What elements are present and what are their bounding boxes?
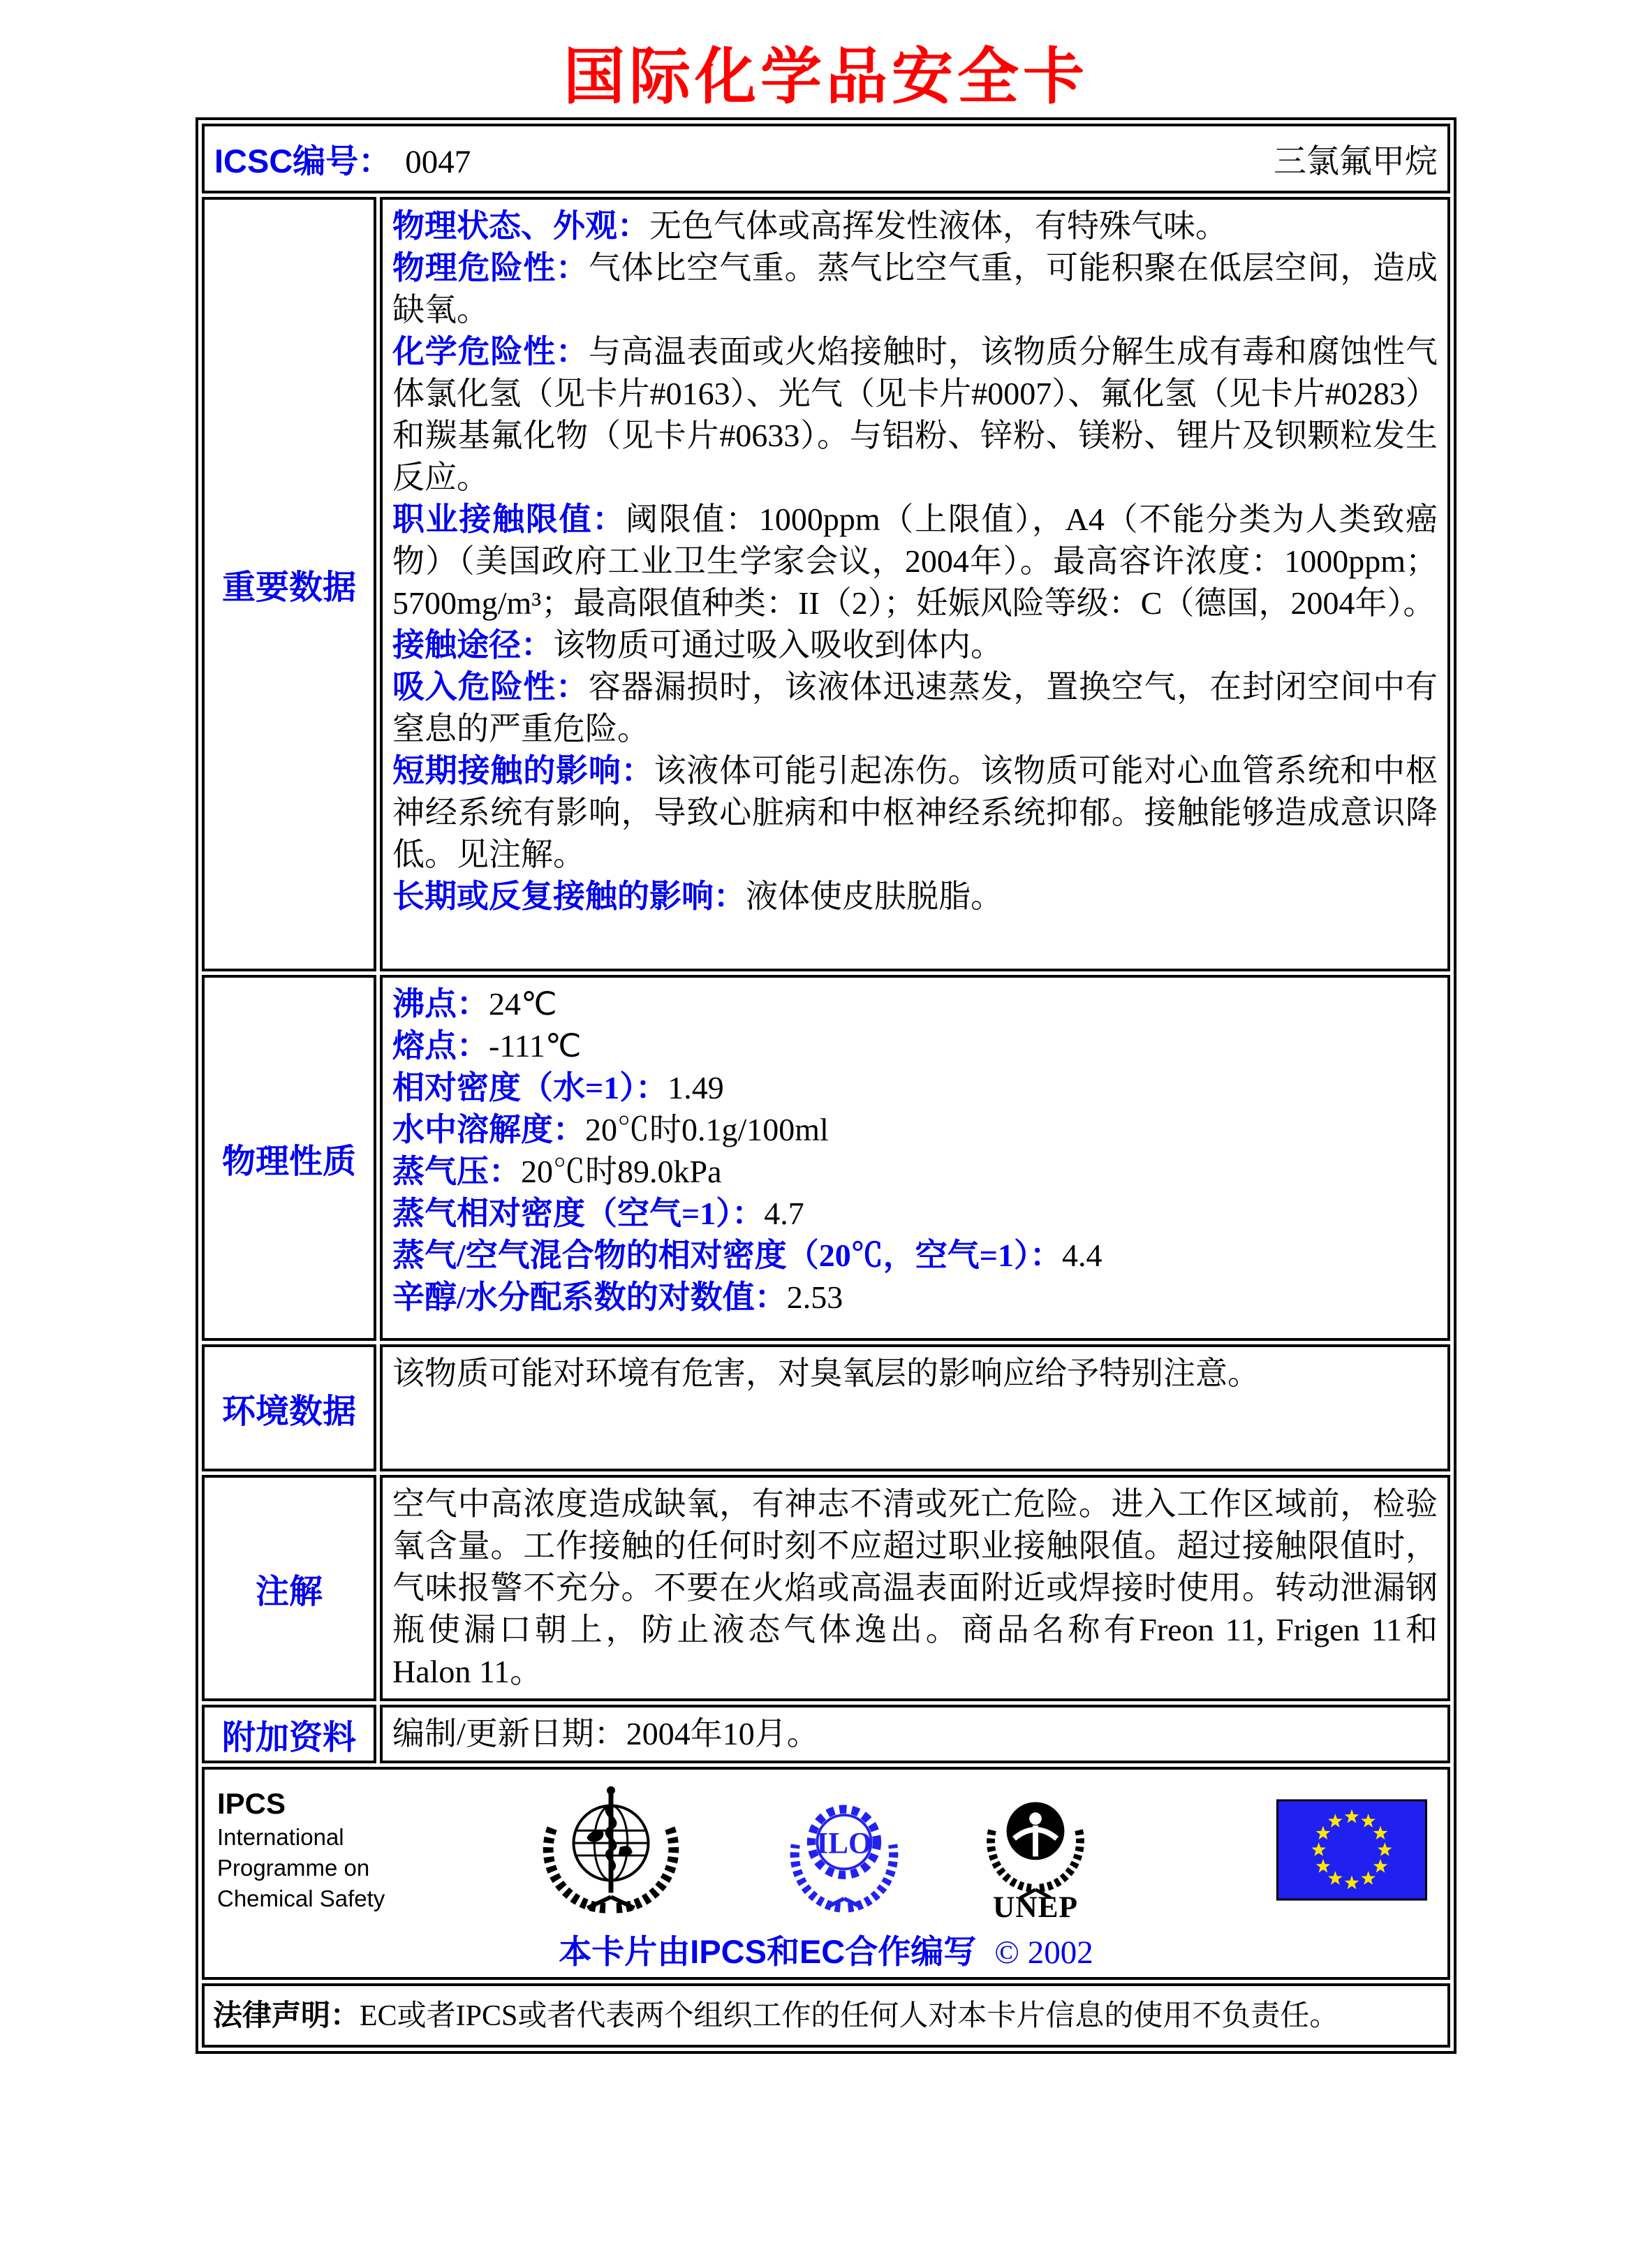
cooperation-caption xyxy=(217,1926,1435,1973)
ipcs-acronym: IPCS xyxy=(217,1787,286,1820)
ipcs-text-block xyxy=(217,1786,448,1914)
item-label: 熔点： xyxy=(392,1028,489,1064)
icsc-number-label: ICSC编号： xyxy=(214,142,392,179)
notes-row xyxy=(202,1475,1450,1701)
data-item xyxy=(392,331,1438,499)
item-text: 2.53 xyxy=(786,1279,843,1315)
copyright-text: © 2002 xyxy=(994,1934,1093,1971)
item-text: 20℃时89.0kPa xyxy=(521,1154,722,1189)
item-label: 辛醇/水分配系数的对数值： xyxy=(392,1279,787,1315)
item-label: 物理状态、外观： xyxy=(392,208,649,244)
unep-logo xyxy=(984,1779,1087,1920)
item-label: 长期或反复接触的影响： xyxy=(392,879,746,914)
property-item xyxy=(392,983,1438,1025)
section-label-additional-info: 附加资料 xyxy=(202,1705,376,1763)
data-item xyxy=(392,666,1438,750)
item-text: 无色气体或高挥发性液体，有特殊气味。 xyxy=(649,208,1227,244)
ipcs-name-line: Chemical Safety xyxy=(217,1886,385,1911)
data-item xyxy=(392,876,1438,918)
ilo-logo xyxy=(788,1785,900,1915)
notes-text: 空气中高浓度造成缺氧，有神志不清或死亡危险。进入工作区域前，检验氧含量。工作接触的任何时刻不应超过职业接触限值。超过接触限值时，气味报警不充分。不要在火焰或高温表面附近或焊接时使用。转动泄漏钢瓶使漏口朝上，防止液态气体逸出。商品名称有Freon 11, Frigen 11和 Halon 11。 xyxy=(392,1486,1438,1689)
additional-info-text: 编制/更新日期：2004年10月。 xyxy=(392,1716,819,1751)
item-label: 吸入危险性： xyxy=(392,669,589,705)
section-label-important-data: 重要数据 xyxy=(202,197,376,971)
page-title: 国际化学品安全卡 xyxy=(563,44,1089,112)
data-item xyxy=(392,624,1438,666)
data-item xyxy=(392,205,1438,247)
who-logo xyxy=(538,1781,684,1918)
item-label: 水中溶解度： xyxy=(392,1112,585,1147)
property-item xyxy=(392,1025,1438,1067)
item-label: 蒸气相对密度（空气=1）： xyxy=(392,1196,765,1231)
section-label-environmental-data: 环境数据 xyxy=(202,1344,376,1471)
card-header-row xyxy=(202,124,1450,193)
property-item xyxy=(392,1067,1438,1109)
icsc-card-table xyxy=(196,117,1456,2054)
ipcs-name-line: International xyxy=(217,1824,344,1850)
item-label: 相对密度（水=1）： xyxy=(392,1070,668,1105)
icsc-number-value: 0047 xyxy=(405,143,471,180)
item-label: 职业接触限值： xyxy=(392,501,626,537)
item-label: 短期接触的影响： xyxy=(392,753,654,788)
item-label: 接触途径： xyxy=(392,627,553,663)
eu-flag xyxy=(1276,1799,1428,1901)
section-label-notes: 注解 xyxy=(202,1475,376,1701)
legal-label: 法律声明： xyxy=(213,1998,360,2032)
important-data-row xyxy=(202,197,1450,971)
item-text: 液体使皮肤脱脂。 xyxy=(746,879,1003,914)
item-label: 化学危险性： xyxy=(392,334,589,369)
item-label: 物理危险性： xyxy=(392,250,589,286)
environmental-data-content xyxy=(380,1344,1450,1471)
card-header-cell xyxy=(202,124,1450,193)
data-item xyxy=(392,247,1438,331)
item-text: 20℃时0.1g/100ml xyxy=(585,1112,829,1147)
legal-row xyxy=(202,1983,1450,2048)
item-text: 与高温表面或火焰接触时，该物质分解生成有毒和腐蚀性气体氯化氢（见卡片#0163）、光气（见卡片#0007）、氟化氢（见卡片#0283）和羰基氟化物（见卡片#0633）。与铝粉、锌粉、镁粉、锂片及钡颗粒发生反应。 xyxy=(392,334,1438,495)
notes-content xyxy=(380,1475,1450,1701)
item-label: 蒸气/空气混合物的相对密度（20℃，空气=1）： xyxy=(392,1237,1062,1273)
item-text: 该液体可能引起冻伤。该物质可能对心血管系统和中枢神经系统有影响，导致心脏病和中枢神经系统抑郁。接触能够造成意识降低。见注解。 xyxy=(392,753,1438,872)
icsc-number-group xyxy=(214,135,471,182)
item-text: -111℃ xyxy=(489,1028,582,1064)
item-text: 该物质可通过吸入吸收到体内。 xyxy=(553,627,1003,663)
logos-row xyxy=(202,1767,1450,1980)
data-item xyxy=(392,750,1438,876)
unep-letters: UNEP xyxy=(993,1890,1078,1920)
item-text: 容器漏损时，该液体迅速蒸发，置换空气，在封闭空间中有窒息的严重危险。 xyxy=(392,669,1438,747)
physical-properties-row xyxy=(202,975,1450,1341)
item-text: 24℃ xyxy=(489,986,557,1022)
environmental-data-row xyxy=(202,1344,1450,1471)
item-text: 1.49 xyxy=(668,1070,724,1105)
item-label: 沸点： xyxy=(392,986,489,1022)
item-text: 气体比空气重。蒸气比空气重，可能积聚在低层空间，造成缺氧。 xyxy=(392,250,1438,328)
item-text: 4.7 xyxy=(764,1196,804,1231)
data-item xyxy=(392,499,1438,624)
chemical-name: 三氯氟甲烷 xyxy=(1274,143,1438,180)
property-item xyxy=(392,1277,1438,1318)
item-text: 阈限值：1000ppm（上限值），A4（不能分类为人类致癌物）（美国政府工业卫生学家会议，2004年）。最高容许浓度：1000ppm；5700mg/m³；最高限值种类：II（2）；妊娠风险等级：C（德国，2004年）。 xyxy=(392,501,1438,621)
logos-cell xyxy=(202,1767,1450,1980)
section-label-physical-properties: 物理性质 xyxy=(202,975,376,1341)
ilo-letters: ILO xyxy=(816,1826,872,1860)
physical-properties-content xyxy=(380,975,1450,1341)
additional-info-row xyxy=(202,1705,1450,1763)
environmental-data-text: 该物质可能对环境有危害，对臭氧层的影响应给予特别注意。 xyxy=(392,1356,1260,1391)
important-data-content xyxy=(380,197,1450,971)
legal-cell xyxy=(202,1983,1450,2048)
item-text: 4.4 xyxy=(1062,1237,1102,1273)
item-label: 蒸气压： xyxy=(392,1154,521,1189)
property-item xyxy=(392,1151,1438,1193)
cooperation-caption-text: 本卡片由IPCS和EC合作编写 xyxy=(559,1933,977,1970)
property-item xyxy=(392,1235,1438,1277)
property-item xyxy=(392,1193,1438,1235)
ipcs-name-line: Programme on xyxy=(217,1855,370,1881)
legal-text: EC或者IPCS或者代表两个组织工作的任何人对本卡片信息的使用不负责任。 xyxy=(360,1999,1339,2032)
property-item xyxy=(392,1109,1438,1151)
additional-info-content xyxy=(380,1705,1450,1763)
